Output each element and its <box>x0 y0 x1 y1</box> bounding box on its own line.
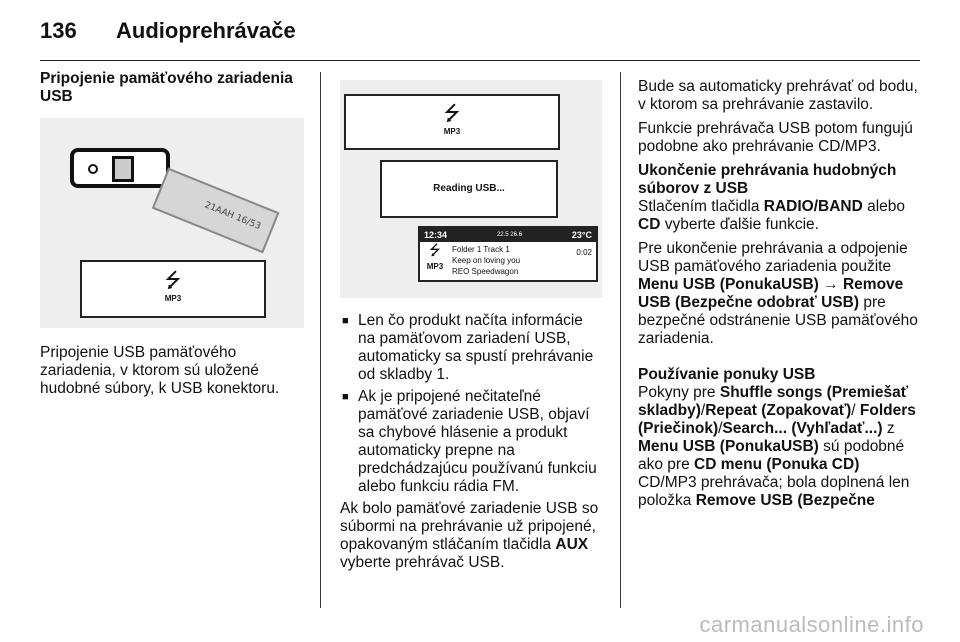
resume-paragraph: Bude sa automaticky prehrávať od bodu, v ktorom sa prehrávanie zastavilo. <box>638 78 918 113</box>
functions-paragraph: Funkcie prehrávača USB potom fungujú podobne ako prehrávanie CD/MP3. <box>638 120 913 155</box>
status-values: 22.5 26.6 <box>496 232 522 238</box>
reading-usb-text: Reading USB... <box>433 183 505 194</box>
usb-icon: ⭍ <box>443 101 461 125</box>
display-screen-playing <box>418 226 598 282</box>
remove-usb-paragraph: Pre ukončenie prehrávania a odpojenie USB pamäťového zariadenia použite Menu USB (PonukaUSB) → Remove USB (Bezpečne odobrať USB) pre bezpečné odstránenie USB pamäťového zariadenia. <box>638 240 918 347</box>
stop-playback-heading: Ukončenie prehrávania hudobných súborov z USB <box>638 162 897 197</box>
mp3-label: MP3 <box>426 262 444 271</box>
usb-connect-figure <box>40 118 304 328</box>
track-line-1: Folder 1 Track 1 <box>452 245 510 254</box>
usb-icon: ⭍ <box>164 268 182 292</box>
display-sequence-figure <box>340 80 602 298</box>
track-line-3: REO Speedwagon <box>452 267 519 276</box>
page-number: 136 <box>40 18 77 43</box>
track-line-2: Keep on loving you <box>452 256 521 265</box>
column-2 <box>340 70 602 576</box>
radio-band-paragraph: Stlačením tlačidla RADIO/BAND alebo CD vyberte ďalšie funkcie. <box>638 198 906 233</box>
bullet-list <box>340 312 602 496</box>
watermark: carmanualsonline.info <box>699 612 924 637</box>
display-screen-usb <box>344 94 560 150</box>
list-item: ■ Len čo produkt načíta informácie na pamäťovom zariadení USB, automaticky sa spustí prehrávanie od skladby 1. <box>340 312 602 384</box>
track-info <box>420 242 596 279</box>
aux-paragraph: Ak bolo pamäťové zariadenie USB so súbormi na prehrávanie už pripojené, opakovaným stláčaním tlačidla AUX vyberte prehrávač USB. <box>340 500 599 571</box>
port-dot-icon <box>88 164 98 174</box>
clock-time: 12:34 <box>424 230 448 240</box>
display-screen-reading <box>380 160 558 218</box>
usb-icon: ⭍ <box>429 243 441 259</box>
status-bar <box>420 228 596 242</box>
column-1 <box>40 70 304 402</box>
usb-menu-heading: Používanie ponuky USB <box>638 366 816 383</box>
header-rule <box>40 60 920 61</box>
figure-caption: Pripojenie USB pamäťového zariadenia, v ktorom sú uložené hudobné súbory, k USB konektoru. <box>40 344 280 397</box>
section-title: Audioprehrávače <box>116 18 296 43</box>
page-header <box>40 18 296 44</box>
mp3-label: MP3 <box>443 127 461 136</box>
list-item: ■ Ak je pripojené nečitateľné pamäťové zariadenie USB, objaví sa chybové hlásenie a produkt automaticky prepne na predchádzajúcu používanú funkciu alebo funkciu rádia FM. <box>340 388 602 496</box>
column-divider-2 <box>620 72 621 608</box>
track-lines <box>452 244 570 277</box>
usb-connect-heading: Pripojenie pamäťového zariadenia USB <box>40 70 293 105</box>
usb-slot-icon <box>112 156 134 182</box>
usb-stick-label: 21AAH 16/53 <box>203 200 263 233</box>
column-divider-1 <box>320 72 321 608</box>
source-indicator <box>424 244 446 277</box>
elapsed-time: 0:02 <box>576 248 592 257</box>
column-3 <box>638 78 920 514</box>
display-screen-mp3 <box>80 260 266 318</box>
usb-menu-paragraph: Pokyny pre Shuffle songs (Premiešať skladby)/Repeat (Zopakovať)/ Folders (Priečinok)/Search... (Vyhľadať...) z Menu USB (PonukaUSB) sú podobné ako pre CD menu (Ponuka CD) CD/MP3 prehrávača; bola doplnená len položka Remove USB (Bezpečne <box>638 384 916 509</box>
usb-port-illustration <box>70 148 170 188</box>
temperature: 23°C <box>571 230 592 240</box>
usb-stick-illustration <box>152 168 280 254</box>
mp3-label: MP3 <box>164 294 182 303</box>
